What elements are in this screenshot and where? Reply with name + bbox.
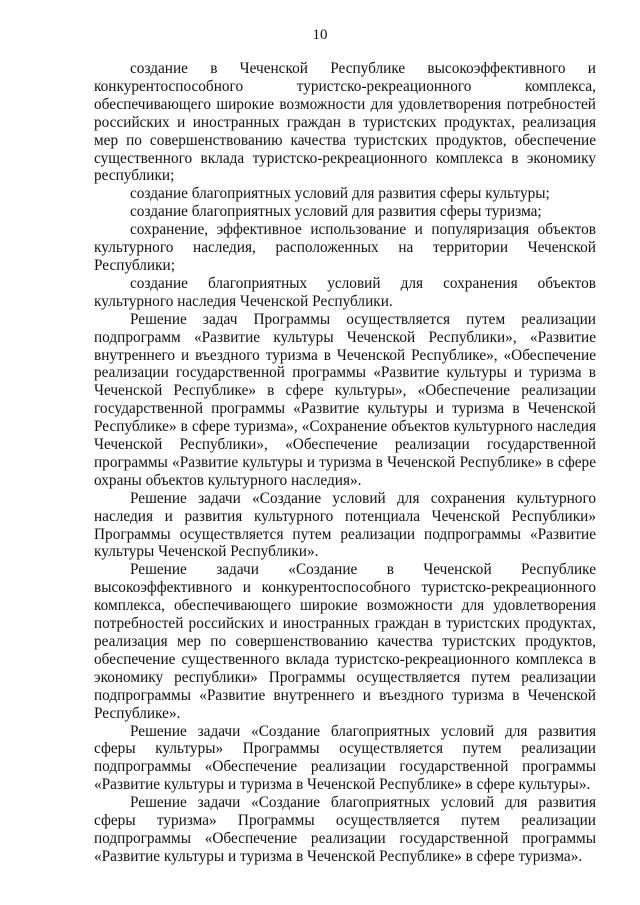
paragraph-task-tourism-complex: Решение задачи «Создание в Чеченской Республике высокоэффективного и конкурентоспособного туристско-рекреационного комплекса, обеспечивающего широкие возможности для удовлетворения потребностей российских и иностранных граждан в туристских продуктах, реализация мер по совершенствованию качества туристских продуктов, обеспечение существенного вклада туристско-рекреационного комплекса в экономику республики» Программы осуществляется путем реализации подпрограммы «Развитие внутреннего и въездного туризма в Чеченской Республике». [94,561,596,722]
paragraph-subprograms-overview: Решение задач Программы осуществляется путем реализации подпрограмм «Развитие культуры Чеченской Республики», «Развитие внутреннего и въездного туризма в Чеченской Республике», «Обеспечение реализации государственной программы «Развитие культуры и туризма в Чеченской Республике» в сфере культуры», «Обеспечение реализации государственной программы «Развитие культуры и туризма в Чеченской Республике» в сфере туризма», «Сохранение объектов культурного наследия Чеченской Республики», «Обеспечение реализации государственной программы «Развитие культуры и туризма в Чеченской Республике» в сфере охраны объектов культурного наследия». [94,310,596,489]
page-number: 10 [312,27,328,43]
document-body [94,60,596,866]
paragraph-goal-heritage-use: сохранение, эффективное использование и популяризация объектов культурного наследия, расположенных на территории Чеченской Республики; [94,221,596,274]
paragraph-goal-tourism-conditions: создание благоприятных условий для развития сферы туризма; [130,203,542,221]
paragraph-task-culture-sphere: Решение задачи «Создание благоприятных условий для развития сферы культуры» Программы осуществляется путем реализации подпрограммы «Обеспечение реализации государственной программы «Развитие культуры и туризма в Чеченской Республике» в сфере культуры». [94,722,596,794]
paragraph-goal-heritage-preservation: создание благоприятных условий для сохранения объектов культурного наследия Чеченской Республики. [94,274,596,310]
paragraph-goal-culture-conditions: создание благоприятных условий для развития сферы культуры; [130,185,550,203]
paragraph-task-tourism-sphere: Решение задачи «Создание благоприятных условий для развития сферы туризма» Программы осуществляется путем реализации подпрограммы «Обеспечение реализации государственной программы «Развитие культуры и туризма в Чеченской Республике» в сфере туризма». [94,794,596,865]
paragraph-task-culture-heritage: Решение задачи «Создание условий для сохранения культурного наследия и развития культурного потенциала Чеченской Республики» Программы осуществляется путем реализации подпрограммы «Развитие культуры Чеченской Республики». [94,489,596,561]
paragraph-goal-tourism-complex: создание в Чеченской Республике высокоэффективного и конкурентоспособного туристско-рекреационного комплекса, обеспечивающего широкие возможности для удовлетворения потребностей российских и иностранных граждан в туристских продуктах, реализация мер по совершенствованию качества туристских продуктов, обеспечение существенного вклада туристско-рекреационного комплекса в экономику республики; [94,60,596,185]
